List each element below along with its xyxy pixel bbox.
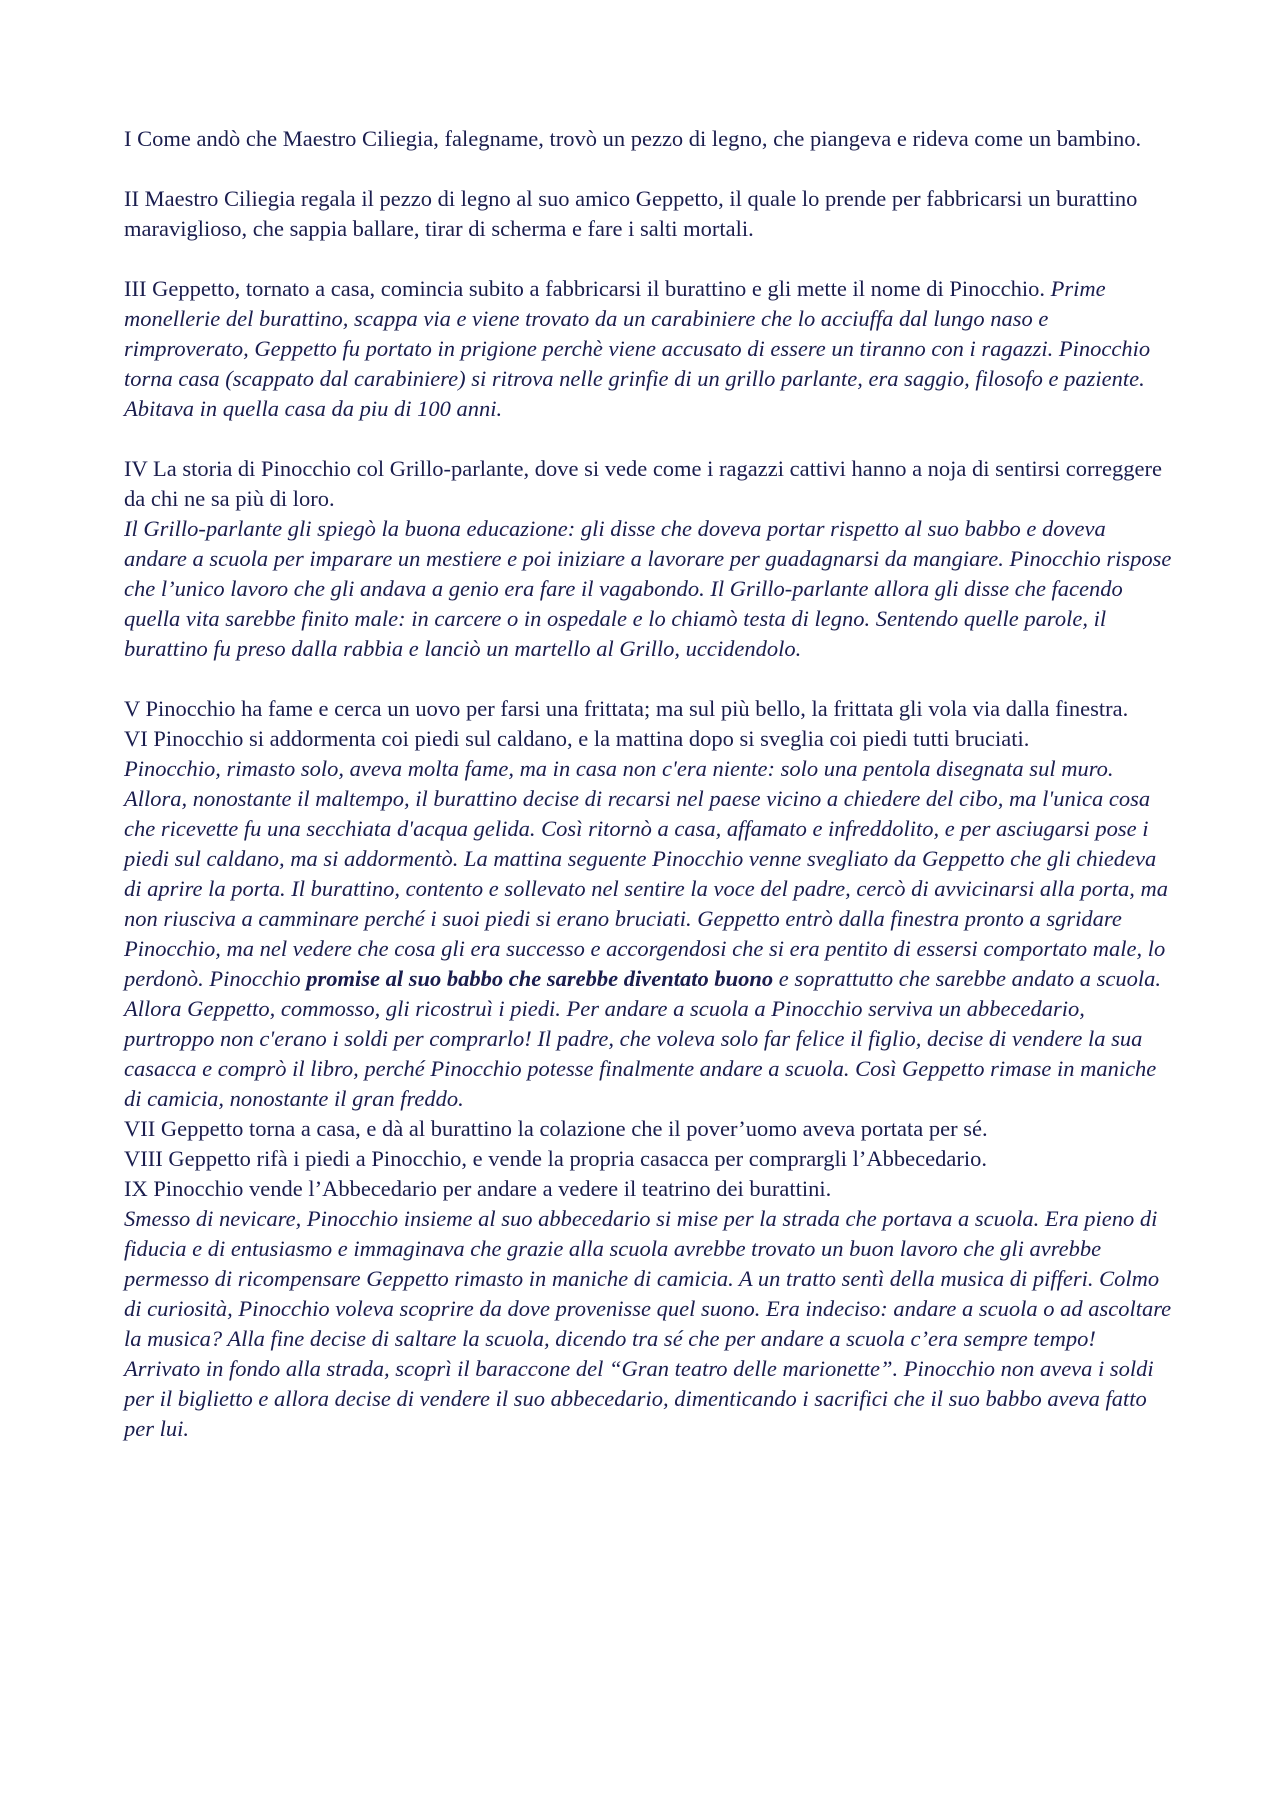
chapter-6-title: VI Pinocchio si addormenta coi piedi sul caldano, e la mattina dopo si sveglia coi piedi tutti bruciati. bbox=[124, 726, 1030, 751]
chapter-2-paragraph bbox=[124, 184, 1174, 244]
chapter-4-summary-paragraph bbox=[124, 514, 1174, 664]
chapter-8-paragraph bbox=[124, 1144, 1174, 1174]
chapter-7-text: VII Geppetto torna a casa, e dà al burattino la colazione che il pover’uomo aveva portata per sé. bbox=[124, 1116, 988, 1141]
chapter-6-summary-end: e soprattutto che sarebbe andato a scuola. Allora Geppetto, commosso, gli ricostruì i piedi. Per andare a scuola a Pinocchio serviva un abbecedario, purtroppo non c'erano i soldi per comprarlo! Il padre, che voleva solo far felice il figlio, decise di vendere la sua casacca e comprò il libro, perché Pinocchio potesse finalmente andare a scuola. Così Geppetto rimase in maniche di camicia, nonostante il gran freddo. bbox=[124, 966, 1162, 1111]
chapter-9-summary-paragraph bbox=[124, 1204, 1174, 1444]
chapter-3-title: III Geppetto, tornato a casa, comincia subito a fabbricarsi il burattino e gli mette il nome di Pinocchio. bbox=[124, 276, 1045, 301]
chapter-5-paragraph bbox=[124, 694, 1174, 724]
chapter-5-text: V Pinocchio ha fame e cerca un uovo per farsi una frittata; ma sul più bello, la frittata gli vola via dalla finestra. bbox=[124, 696, 1129, 721]
chapter-8-text: VIII Geppetto rifà i piedi a Pinocchio, e vende la propria casacca per comprargli l’Abbecedario. bbox=[124, 1146, 987, 1171]
paragraph-spacer bbox=[124, 664, 1174, 694]
chapter-6-title-paragraph bbox=[124, 724, 1174, 754]
chapter-6-summary-paragraph bbox=[124, 754, 1174, 1114]
chapter-4-title: IV La storia di Pinocchio col Grillo-parlante, dove si vede come i ragazzi cattivi hanno a noja di sentirsi correggere da chi ne sa più di loro. bbox=[124, 456, 1162, 511]
paragraph-spacer bbox=[124, 424, 1174, 454]
chapter-4-title-paragraph bbox=[124, 454, 1174, 514]
chapter-9-title: IX Pinocchio vende l’Abbecedario per andare a vedere il teatrino dei burattini. bbox=[124, 1176, 832, 1201]
paragraph-spacer bbox=[124, 154, 1174, 184]
chapter-3-paragraph bbox=[124, 274, 1174, 424]
chapter-1-text: I Come andò che Maestro Ciliegia, falegname, trovò un pezzo di legno, che piangeva e rideva come un bambino. bbox=[124, 126, 1142, 151]
chapter-2-text: II Maestro Ciliegia regala il pezzo di legno al suo amico Geppetto, il quale lo prende per fabbricarsi un burattino maraviglioso, che sappia ballare, tirar di scherma e fare i salti mortali. bbox=[124, 186, 1138, 241]
chapter-7-paragraph bbox=[124, 1114, 1174, 1144]
paragraph-spacer bbox=[124, 244, 1174, 274]
chapter-6-summary-start: Pinocchio, rimasto solo, aveva molta fame, ma in casa non c'era niente: solo una pentola disegnata sul muro. Allora, nonostante il maltempo, il burattino decise di recarsi nel paese vicino a chiedere del cibo, ma l'unica cosa che ricevette fu una secchiata d'acqua gelida. Così ritornò a casa, affamato e infreddolito, e per asciugarsi pose i piedi sul caldano, ma si addormentò. La mattina seguente Pinocchio venne svegliato da Geppetto che gli chiedeva di aprire la porta. Il burattino, contento e sollevato nel sentire la voce del padre, cercò di avvicinarsi alla porta, ma non riusciva a camminare perché i suoi piedi si erano bruciati. Geppetto entrò dalla finestra pronto a sgridare Pinocchio, ma nel vedere che cosa gli era successo e accorgendosi che si era pentito di essersi comportato male, lo perdonò. Pinocchio bbox=[124, 756, 1168, 991]
chapter-3-summary: Prime monellerie del burattino, scappa via e viene trovato da un carabiniere che lo acciuffa dal lungo naso e rimproverato, Geppetto fu portato in prigione perchè viene accusato di essere un tiranno con i ragazzi. Pinocchio torna casa (scappato dal carabiniere) si ritrova nelle grinfie di un grillo parlante, era saggio, filosofo e paziente. Abitava in quella casa da piu di 100 anni. bbox=[124, 276, 1151, 421]
chapter-9-summary: Smesso di nevicare, Pinocchio insieme al suo abbecedario si mise per la strada che portava a scuola. Era pieno di fiducia e di entusiasmo e immaginava che grazie alla scuola avrebbe trovato un buon lavoro che gli avrebbe permesso di ricompensare Geppetto rimasto in maniche di camicia. A un tratto sentì della musica di pifferi. Colmo di curiosità, Pinocchio voleva scoprire da dove provenisse quel suono. Era indeciso: andare a scuola o ad ascoltare la musica? Alla fine decise di saltare la scuola, dicendo tra sé che per andare a scuola c’era sempre tempo! Arrivato in fondo alla strada, scoprì il baraccone del “Gran teatro delle marionette”. Pinocchio non aveva i soldi per il biglietto e allora decise di vendere il suo abbecedario, dimenticando i sacrifici che il suo babbo aveva fatto per lui. bbox=[124, 1206, 1172, 1441]
chapter-9-title-paragraph bbox=[124, 1174, 1174, 1204]
document-body bbox=[124, 124, 1174, 1444]
chapter-4-summary: Il Grillo-parlante gli spiegò la buona educazione: gli disse che doveva portar rispetto al suo babbo e doveva andare a scuola per imparare un mestiere e poi iniziare a lavorare per guadagnarsi da mangiare. Pinocchio rispose che l’unico lavoro che gli andava a genio era fare il vagabondo. Il Grillo-parlante allora gli disse che facendo quella vita sarebbe finito male: in carcere o in ospedale e lo chiamò testa di legno. Sentendo quelle parole, il burattino fu preso dalla rabbia e lanciò un martello al Grillo, uccidendolo. bbox=[124, 516, 1172, 661]
chapter-6-summary-bold: promise al suo babbo che sarebbe diventato buono bbox=[306, 966, 774, 991]
chapter-1-paragraph bbox=[124, 124, 1174, 154]
